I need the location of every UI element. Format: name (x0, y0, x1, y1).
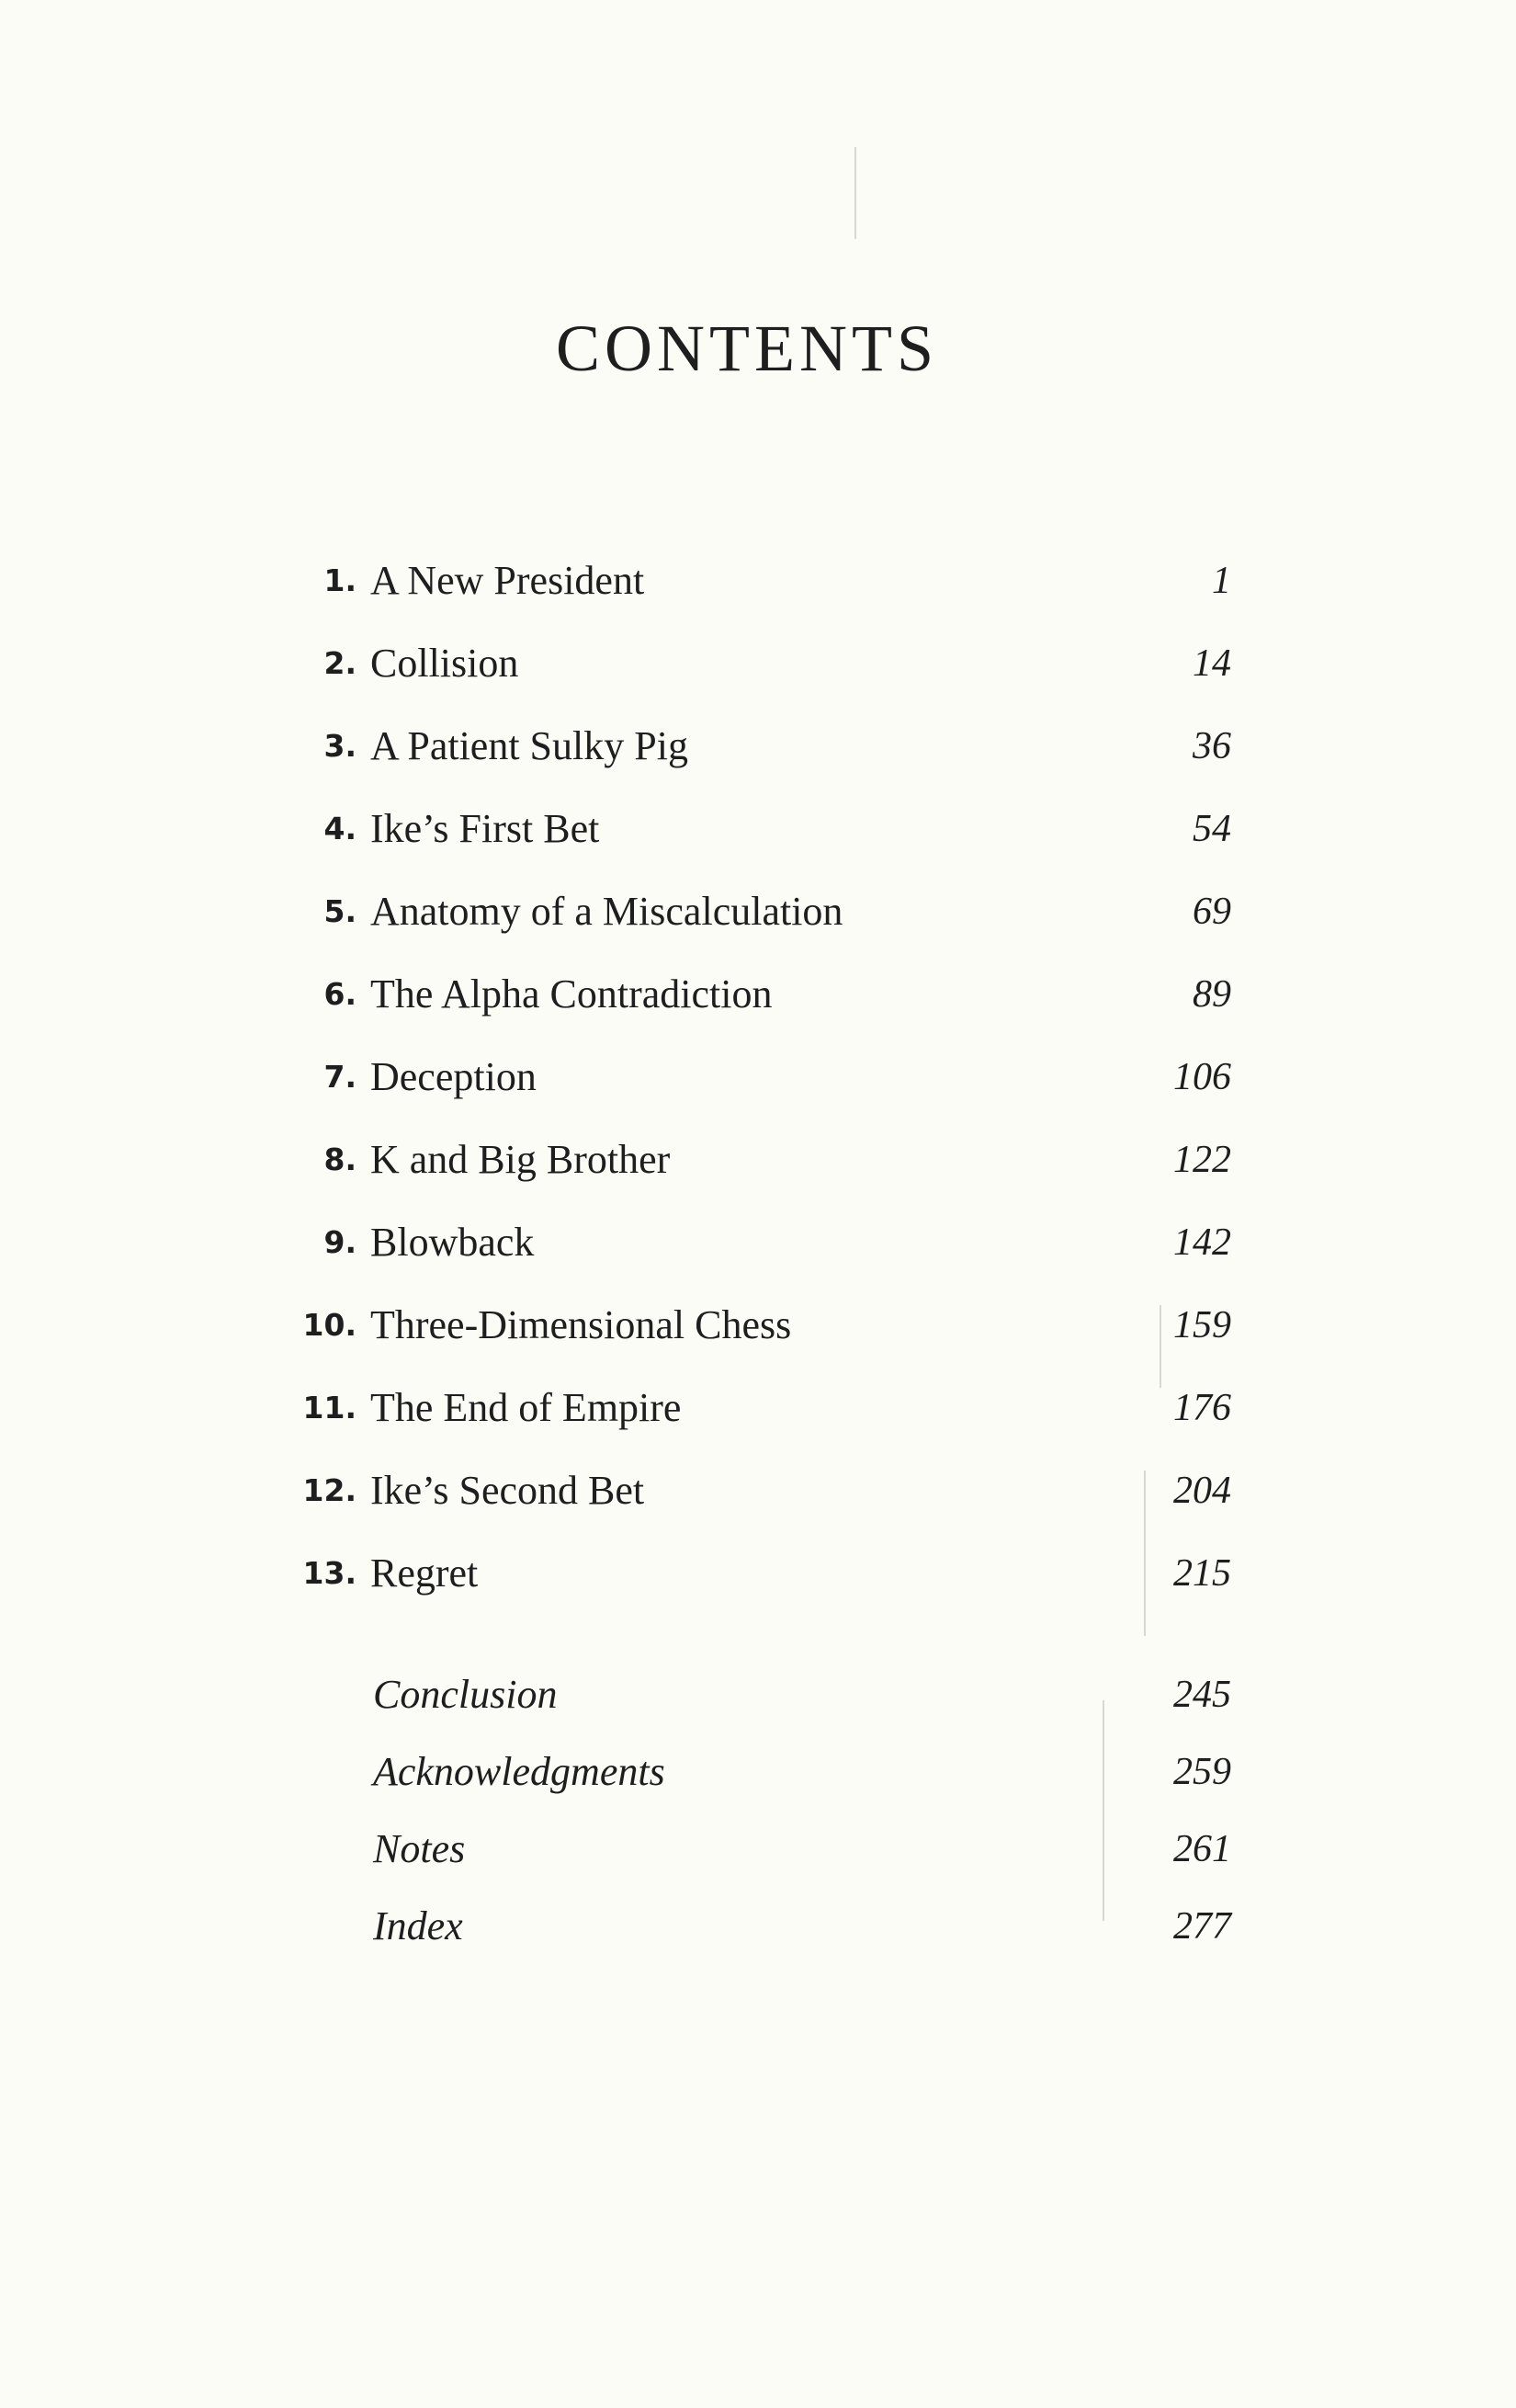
chapter-number: 3. (323, 728, 356, 764)
toc-entry-back-matter[interactable] (276, 1667, 1231, 1722)
chapter-title: The Alpha Contradiction (370, 971, 773, 1017)
chapter-number: 11. (302, 1390, 356, 1425)
page-number: 259 (1173, 1751, 1231, 1793)
toc-entry-back-matter[interactable] (276, 1744, 1231, 1800)
toc-entry[interactable] (276, 719, 1231, 774)
toc-entry[interactable] (276, 1215, 1231, 1270)
chapter-number: 4. (323, 811, 356, 846)
toc-entry[interactable] (276, 1463, 1231, 1518)
page-number: 277 (1173, 1905, 1231, 1948)
toc-entry-back-matter[interactable] (276, 1822, 1231, 1877)
chapter-number: 6. (323, 976, 356, 1012)
section-title: Conclusion (373, 1672, 558, 1717)
chapter-title: Deception (370, 1054, 537, 1099)
chapter-title: Ike’s Second Bet (370, 1468, 645, 1513)
chapter-number: 12. (302, 1472, 356, 1508)
chapter-title: Blowback (370, 1220, 535, 1265)
toc-entry[interactable] (276, 884, 1231, 939)
page-number: 54 (1193, 808, 1231, 850)
page-title-text: CONTENTS (556, 312, 938, 385)
page-number: 14 (1193, 642, 1231, 685)
page-number: 36 (1193, 725, 1231, 767)
section-title: Index (373, 1903, 463, 1948)
page-title (0, 311, 1516, 387)
chapter-number: 8. (323, 1142, 356, 1177)
page-number: 106 (1173, 1056, 1231, 1098)
toc-entry[interactable] (276, 801, 1231, 857)
toc-entry[interactable] (276, 1380, 1231, 1436)
toc-entry-back-matter[interactable] (276, 1899, 1231, 1954)
chapter-number: 1. (323, 562, 356, 598)
chapter-number: 7. (323, 1059, 356, 1095)
toc-entry[interactable] (276, 553, 1231, 608)
section-title: Notes (373, 1826, 466, 1871)
page-number: 159 (1173, 1304, 1231, 1346)
page-number: 215 (1173, 1552, 1231, 1595)
chapter-title: Regret (370, 1550, 479, 1596)
chapter-number: 5. (323, 893, 356, 929)
toc-entry[interactable] (276, 1132, 1231, 1187)
chapter-number: 2. (323, 645, 356, 681)
chapter-title: A New President (370, 558, 645, 603)
section-title: Acknowledgments (373, 1749, 665, 1794)
chapter-title: K and Big Brother (370, 1137, 671, 1182)
chapter-title: Ike’s First Bet (370, 806, 600, 851)
scan-mark (854, 147, 856, 239)
page-number: 176 (1173, 1387, 1231, 1429)
chapter-title: The End of Empire (370, 1385, 682, 1430)
page-number: 142 (1173, 1221, 1231, 1264)
chapter-number: 13. (302, 1555, 356, 1591)
chapter-number: 10. (302, 1307, 356, 1343)
page-number: 122 (1173, 1139, 1231, 1181)
page-number: 204 (1173, 1470, 1231, 1512)
toc-entry[interactable] (276, 1298, 1231, 1353)
page-number: 261 (1173, 1828, 1231, 1870)
chapter-title: Anatomy of a Miscalculation (370, 889, 843, 934)
toc-entry[interactable] (276, 1546, 1231, 1601)
page-number: 89 (1193, 973, 1231, 1016)
page-number: 69 (1193, 891, 1231, 933)
toc-entry[interactable] (276, 1050, 1231, 1105)
page-number: 245 (1173, 1674, 1231, 1716)
chapter-title: A Patient Sulky Pig (370, 723, 688, 768)
page-number: 1 (1212, 560, 1231, 602)
chapter-title: Three-Dimensional Chess (370, 1302, 792, 1347)
toc-entry[interactable] (276, 967, 1231, 1022)
chapter-number: 9. (323, 1224, 356, 1260)
toc-entry[interactable] (276, 636, 1231, 691)
scan-mark (1103, 1700, 1104, 1921)
chapter-title: Collision (370, 641, 519, 686)
